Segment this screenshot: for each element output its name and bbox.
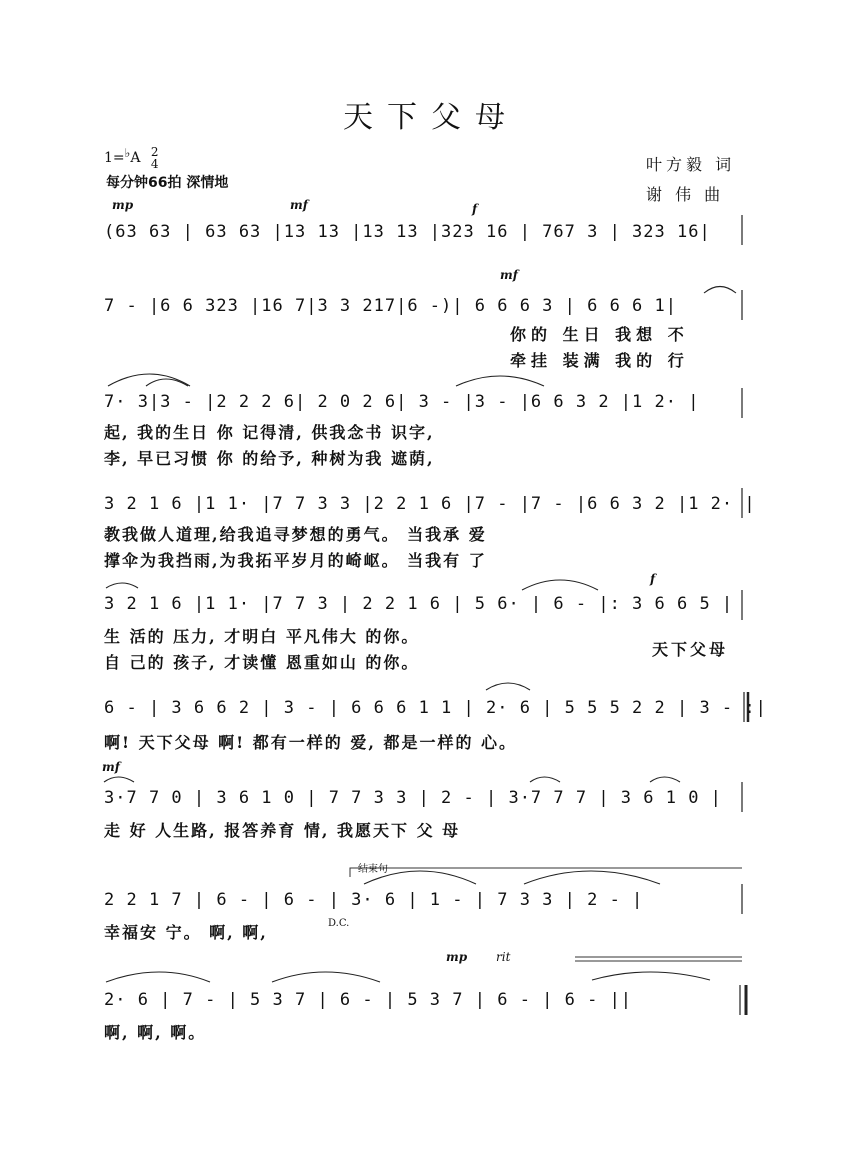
system-4-lyrics-1: 教我做人道理,给我追寻梦想的勇气。 当我承 爱: [104, 525, 487, 544]
dynamic-mf: mf: [290, 198, 308, 212]
dynamic-mp: mp: [446, 950, 468, 964]
system-9-lyrics-1: 啊, 啊, 啊。: [104, 1023, 207, 1042]
dynamic-f: f: [472, 202, 478, 216]
system-6-lyrics-1: 啊! 天下父母 啊! 都有一样的 爱, 都是一样的 心。: [104, 733, 518, 752]
refrain-label: 天下父母: [652, 640, 729, 659]
system-3-lyrics-2: 李, 早已习惯 你 的给予, 种树为我 遮荫,: [104, 449, 435, 468]
dynamic-f: f: [650, 572, 656, 586]
key-note: A: [130, 150, 141, 166]
bar-lines: [740, 215, 748, 1015]
time-bottom: 4: [150, 157, 159, 171]
key-signature: [104, 146, 159, 170]
dc-marking: D.C.: [328, 918, 350, 929]
system-6-notes: 6 - | 3 6 6 2 | 3 - | 6 6 6 1 1 | 2· 6 | 5 5 5 2 2 | 3 - :|: [104, 698, 767, 718]
rit-line: [575, 957, 742, 961]
system-2-notes: 7 - |6 6 323 |16 7|3 3 217|6 -)| 6 6 6 3 | 6 6 6 1|: [104, 296, 677, 316]
system-1-notes: (63 63 | 63 63 |13 13 |13 13 |323 16 | 767 3 | 323 16|: [104, 222, 711, 242]
ending-label: 结束句: [358, 864, 388, 875]
dynamic-mf: mf: [102, 760, 120, 774]
system-5-notes: 3 2 1 6 |1 1· |7 7 3 | 2 2 1 6 | 5 6· | 6 - |: 3 6 6 5 |: [104, 594, 734, 614]
dynamic-mf: mf: [500, 268, 518, 282]
composer-credit: 谢 伟 曲: [646, 185, 725, 204]
system-2-lyrics-2: 牵挂 装满 我的 行: [510, 351, 689, 370]
system-9-notes: 2· 6 | 7 - | 5 3 7 | 6 - | 5 3 7 | 6 - | 6 - ||: [104, 990, 633, 1010]
dynamic-mp: mp: [112, 198, 134, 212]
time-top: 2: [150, 145, 159, 159]
lyricist-credit: 叶方毅 词: [646, 155, 736, 174]
tempo-marking: 每分钟66拍 深情地: [106, 175, 229, 191]
flat-icon: ♭: [124, 146, 131, 160]
system-4-lyrics-2: 撑伞为我挡雨,为我拓平岁月的崎岖。 当我有 了: [104, 551, 487, 570]
system-2-lyrics-1: 你的 生日 我想 不: [510, 325, 689, 344]
system-7-notes: 3·7 7 0 | 3 6 1 0 | 7 7 3 3 | 2 - | 3·7 7 7 | 3 6 1 0 |: [104, 788, 722, 808]
system-5-lyrics-1: 生 活的 压力, 才明白 平凡伟大 的你。: [104, 627, 420, 646]
system-8-lyrics-1: 幸福安 宁。 啊, 啊,: [104, 923, 268, 942]
system-4-notes: 3 2 1 6 |1 1· |7 7 3 3 |2 2 1 6 |7 - |7 - |6 6 3 2 |1 2· |: [104, 494, 756, 514]
system-7-lyrics-1: 走 好 人生路, 报答养育 情, 我愿天下 父 母: [104, 821, 461, 840]
page-title: 天下父母: [343, 100, 519, 135]
ending-bracket: [350, 868, 742, 877]
system-8-notes: 2 2 1 7 | 6 - | 6 - | 3· 6 | 1 - | 7 3 3 | 2 - |: [104, 890, 644, 910]
system-3-lyrics-1: 起, 我的生日 你 记得清, 供我念书 识字,: [104, 423, 435, 442]
system-5-lyrics-2: 自 己的 孩子, 才读懂 恩重如山 的你。: [104, 653, 420, 672]
rit-marking: rit: [496, 950, 511, 964]
time-signature: [151, 146, 159, 170]
key-prefix: 1=: [104, 150, 125, 166]
system-3-notes: 7· 3|3 - |2 2 2 6| 2 0 2 6| 3 - |3 - |6 6 3 2 |1 2· |: [104, 392, 700, 412]
